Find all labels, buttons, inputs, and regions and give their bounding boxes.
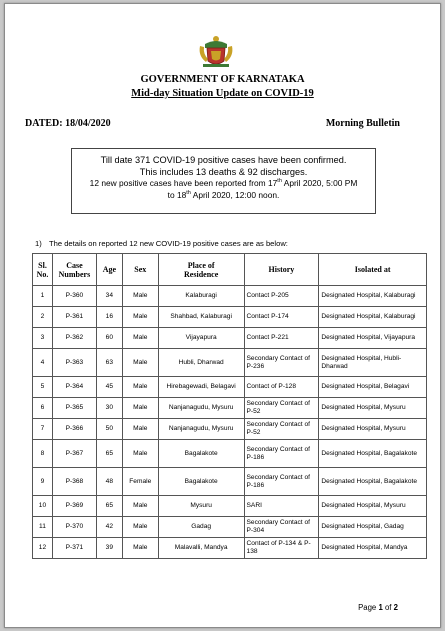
- cell-sex: Male: [122, 328, 158, 349]
- cell-sl-no: 12: [33, 538, 53, 559]
- cell-sl-no: 6: [33, 398, 53, 419]
- bulletin-label: Morning Bulletin: [325, 118, 400, 129]
- header-history: History: [244, 254, 319, 286]
- cell-history: Contact of P-128: [244, 377, 319, 398]
- cell-sl-no: 9: [33, 468, 53, 496]
- cell-history: Contact P-174: [244, 307, 319, 328]
- cell-age: 30: [96, 398, 122, 419]
- cell-place: Shahbad, Kalaburagi: [158, 307, 244, 328]
- header-place-of-residence: [158, 254, 244, 286]
- cell-place: Nanjanagudu, Mysuru: [158, 419, 244, 440]
- table-row: [33, 286, 427, 307]
- cell-case-number: P-363: [52, 349, 96, 377]
- cell-sl-no: 10: [33, 496, 53, 517]
- cell-age: 34: [96, 286, 122, 307]
- cell-history: Secondary Contact of P-236: [244, 349, 319, 377]
- cell-sl-no: 2: [33, 307, 53, 328]
- cell-age: 16: [96, 307, 122, 328]
- cell-history: Secondary Contact of P-186: [244, 468, 319, 496]
- cell-place: Malavalli, Mandya: [158, 538, 244, 559]
- cell-history: Secondary Contact of P-304: [244, 517, 319, 538]
- table-row: [33, 349, 427, 377]
- header-isolated-at: Isolated at: [319, 254, 427, 286]
- cell-sl-no: 7: [33, 419, 53, 440]
- cell-sl-no: 8: [33, 440, 53, 468]
- cell-case-number: P-367: [52, 440, 96, 468]
- header-sl-no: [33, 254, 53, 286]
- summary-line-2: This includes 13 deaths & 92 discharges.: [139, 166, 308, 177]
- section-intro: [35, 239, 288, 248]
- table-row: [33, 440, 427, 468]
- cell-case-number: P-360: [52, 286, 96, 307]
- cell-sex: Male: [122, 307, 158, 328]
- cell-place: Bagalakote: [158, 468, 244, 496]
- cell-isolated-at: Designated Hospital, Bagalakote: [319, 468, 427, 496]
- cell-age: 65: [96, 496, 122, 517]
- summary-line-4-post: April 2020, 12:00 noon.: [190, 189, 280, 200]
- summary-line-4-pre: to 18: [167, 189, 187, 200]
- cell-history: Secondary Contact of P-52: [244, 419, 319, 440]
- cell-case-number: P-365: [52, 398, 96, 419]
- cell-isolated-at: Designated Hospital, Gadag: [319, 517, 427, 538]
- footer-of-word: of: [384, 603, 392, 612]
- header-sl-line1: Sl.: [38, 260, 47, 270]
- table-row: [33, 398, 427, 419]
- government-title: GOVERNMENT OF KARNATAKA: [140, 74, 305, 85]
- cell-sl-no: 4: [33, 349, 53, 377]
- cell-place: Hirebagewadi, Belagavi: [158, 377, 244, 398]
- cell-case-number: P-371: [52, 538, 96, 559]
- cell-isolated-at: Designated Hospital, Vijayapura: [319, 328, 427, 349]
- cell-isolated-at: Designated Hospital, Mysuru: [319, 398, 427, 419]
- cell-isolated-at: Designated Hospital, Kalaburagi: [319, 286, 427, 307]
- footer-page-number: 1: [378, 603, 383, 612]
- cell-age: 63: [96, 349, 122, 377]
- cell-place: Hubli, Dharwad: [158, 349, 244, 377]
- header-place-line1: Place of: [187, 260, 215, 270]
- cell-sex: Male: [122, 517, 158, 538]
- header-place-line2: Residence: [184, 269, 219, 279]
- table-row: [33, 468, 427, 496]
- cell-sex: Male: [122, 349, 158, 377]
- summary-line-3-pre: 12 new positive cases have been reported from 17: [89, 178, 278, 188]
- cell-history: Secondary Contact of P-52: [244, 398, 319, 419]
- cell-isolated-at: Designated Hospital, Mysuru: [319, 419, 427, 440]
- dated-label: DATED: 18/04/2020: [25, 118, 111, 129]
- cell-isolated-at: Designated Hospital, Bagalakote: [319, 440, 427, 468]
- summary-line-3-post: April 2020, 5:00 PM: [281, 178, 358, 188]
- cell-case-number: P-361: [52, 307, 96, 328]
- table-row: [33, 517, 427, 538]
- cell-age: 48: [96, 468, 122, 496]
- summary-line-3-sup: th: [277, 178, 282, 185]
- cell-sex: Female: [122, 468, 158, 496]
- cell-sl-no: 5: [33, 377, 53, 398]
- cell-isolated-at: Designated Hospital, Hubli-Dharwad: [319, 349, 427, 377]
- header-age: Age: [96, 254, 122, 286]
- cell-place: Bagalakote: [158, 440, 244, 468]
- cell-age: 60: [96, 328, 122, 349]
- cell-place: Kalaburagi: [158, 286, 244, 307]
- table-body: [33, 286, 427, 559]
- table-row: [33, 377, 427, 398]
- summary-box: [71, 148, 376, 214]
- header-sl-line2: No.: [36, 269, 49, 279]
- table-row: [33, 307, 427, 328]
- cell-case-number: P-370: [52, 517, 96, 538]
- cell-place: Vijayapura: [158, 328, 244, 349]
- section-intro-text: The details on reported 12 new COVID-19 positive cases are as below:: [49, 239, 288, 248]
- summary-line-4-sup: th: [186, 189, 191, 196]
- cell-sex: Male: [122, 440, 158, 468]
- document-page: [4, 3, 441, 628]
- karnataka-emblem-icon: [197, 34, 235, 70]
- page-footer: [358, 603, 398, 612]
- cell-place: Mysuru: [158, 496, 244, 517]
- cell-age: 39: [96, 538, 122, 559]
- cell-sex: Male: [122, 538, 158, 559]
- section-number: 1): [35, 239, 42, 248]
- cell-isolated-at: Designated Hospital, Mandya: [319, 538, 427, 559]
- cell-sl-no: 1: [33, 286, 53, 307]
- cell-place: Nanjanagudu, Mysuru: [158, 398, 244, 419]
- cell-sex: Male: [122, 398, 158, 419]
- cell-sl-no: 3: [33, 328, 53, 349]
- cell-isolated-at: Designated Hospital, Belagavi: [319, 377, 427, 398]
- cell-place: Gadag: [158, 517, 244, 538]
- summary-line-3: [72, 178, 375, 190]
- cell-sex: Male: [122, 419, 158, 440]
- cell-age: 42: [96, 517, 122, 538]
- header-case-numbers: [52, 254, 96, 286]
- cell-history: Secondary Contact of P-186: [244, 440, 319, 468]
- document-subtitle: [5, 88, 440, 99]
- cell-sex: Male: [122, 286, 158, 307]
- summary-line-4: [72, 190, 375, 202]
- table-row: [33, 496, 427, 517]
- table-row: [33, 328, 427, 349]
- cell-age: 50: [96, 419, 122, 440]
- cell-isolated-at: Designated Hospital, Kalaburagi: [319, 307, 427, 328]
- table-row: [33, 538, 427, 559]
- header-sex: Sex: [122, 254, 158, 286]
- footer-page-total: 2: [393, 603, 398, 612]
- cell-isolated-at: Designated Hospital, Mysuru: [319, 496, 427, 517]
- cell-case-number: P-369: [52, 496, 96, 517]
- cell-case-number: P-368: [52, 468, 96, 496]
- cell-sl-no: 11: [33, 517, 53, 538]
- cell-history: Contact P-221: [244, 328, 319, 349]
- cell-age: 45: [96, 377, 122, 398]
- subtitle-text: Mid-day Situation Update on COVID-19: [131, 88, 314, 99]
- cell-case-number: P-362: [52, 328, 96, 349]
- cell-case-number: P-366: [52, 419, 96, 440]
- summary-line-1: Till date 371 COVID-19 positive cases have been confirmed.: [100, 155, 347, 165]
- cell-age: 65: [96, 440, 122, 468]
- header-case-line1: Case: [66, 260, 83, 270]
- cell-sex: Male: [122, 496, 158, 517]
- table-header-row: [33, 254, 427, 286]
- header-case-line2: Numbers: [58, 269, 91, 279]
- table-row: [33, 419, 427, 440]
- cell-history: Contact P-205: [244, 286, 319, 307]
- cell-history: SARI: [244, 496, 319, 517]
- cell-case-number: P-364: [52, 377, 96, 398]
- cell-sex: Male: [122, 377, 158, 398]
- footer-page-word: Page: [358, 603, 377, 612]
- cases-table: [32, 253, 427, 559]
- cell-history: Contact of P-134 & P-138: [244, 538, 319, 559]
